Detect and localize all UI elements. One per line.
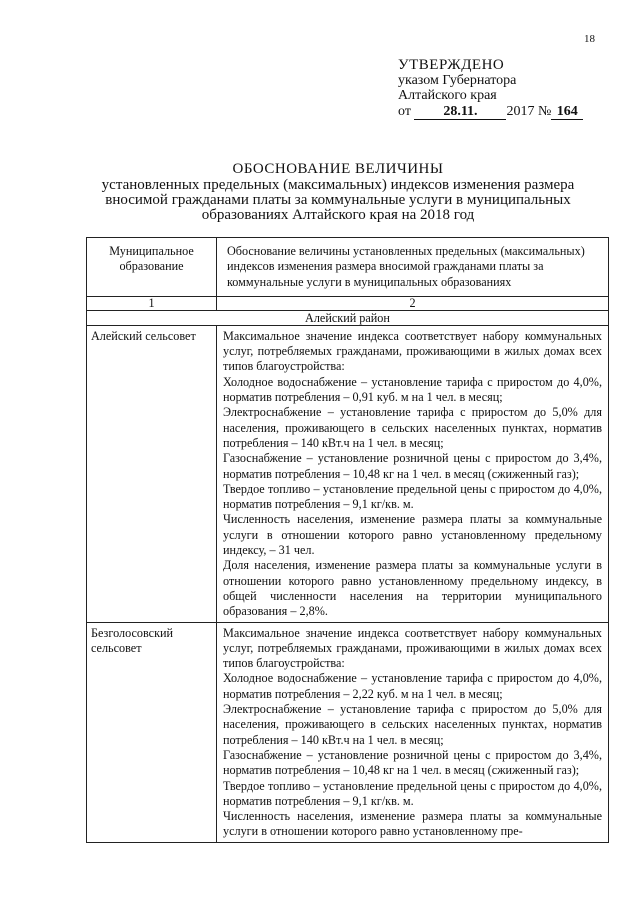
description-paragraph: Холодное водоснабжение – установление тарифа с приростом до 4,0%, норматив потребления – 2,22 куб. м на 1 чел. в месяц;	[223, 671, 602, 701]
decree-number: 164	[551, 104, 583, 120]
heading-subtitle: установленных предельных (максимальных) индексов изменения размера вносимой гражданами платы за коммунальные услуги в муниципальных образованиях Алтайского края на 2018 год	[101, 177, 575, 223]
municipality-description	[217, 325, 609, 622]
table-header-row	[87, 238, 609, 297]
description-paragraph: Численность населения, изменение размера платы за коммунальные услуги в отношении которого равно установленному пре-	[223, 809, 602, 839]
description-paragraph: Электроснабжение – установление тарифа с приростом до 5,0% для населения, проживающего в сельских населенных пунктах, норматив потребления – 140 кВт.ч на 1 чел. в месяц;	[223, 702, 602, 747]
approval-line-1: указом Губернатора	[398, 73, 517, 88]
table-number-row	[87, 296, 609, 310]
description-paragraph: Электроснабжение – установление тарифа с приростом до 5,0% для населения, проживающего в сельских населенных пунктах, норматив потребления – 140 кВт.ч на 1 чел. в месяц;	[223, 405, 602, 450]
description-paragraph: Численность населения, изменение размера платы за коммунальные услуги в отношении которого равно установленному предельному индексу, – 31 чел.	[223, 512, 602, 558]
description-paragraph: Твердое топливо – установление предельной цены с приростом до 4,0%, норматив потребления – 9,1 кг/кв. м.	[223, 778, 602, 808]
description-paragraph: Максимальное значение индекса соответствует набору коммунальных услуг, потребляемых гражданами, проживающими в жилых домах всех типов благоустройства:	[223, 328, 602, 374]
approval-line-2: Алтайского края	[398, 88, 497, 103]
district-name: Алейский район	[87, 310, 609, 325]
municipality-name: Алейский сельсовет	[87, 325, 217, 622]
col2-header: Обоснование величины установленных предельных (максимальных) индексов изменения размера вносимой гражданами платы за коммунальные услуги в муниципальных образованиях	[217, 238, 609, 297]
page-number: 18	[584, 33, 595, 45]
description-paragraph: Твердое топливо – установление предельной цены с приростом до 4,0%, норматив потребления – 9,1 кг/кв. м.	[223, 481, 602, 512]
date-prefix: от	[398, 104, 411, 119]
description-paragraph: Газоснабжение – установление розничной цены с приростом до 3,4%, норматив потребления – 10,48 кг на 1 чел. в месяц (сжиженный газ);	[223, 451, 602, 481]
approval-title: УТВЕРЖДЕНО	[398, 57, 505, 73]
indices-table	[86, 237, 609, 843]
col1-header: Муниципальное образование	[87, 238, 217, 297]
approval-stamp	[398, 58, 618, 120]
document-heading	[78, 162, 598, 223]
approval-date-line	[398, 104, 618, 120]
description-paragraph: Холодное водоснабжение – установление тарифа с приростом до 4,0%, норматив потребления – 0,91 куб. м на 1 чел. в месяц;	[223, 374, 602, 405]
table-row	[87, 325, 609, 622]
col2-number: 2	[217, 296, 609, 310]
description-paragraph: Доля населения, изменение размера платы за коммунальные услуги в отношении которого равно установленному предельному индексу, в общей численности населения на территории муниципального образования – 2,8%.	[223, 558, 602, 619]
date-day: 28.11.	[414, 104, 506, 120]
number-prefix: №	[537, 104, 552, 119]
municipality-name: Безголосовский сельсовет	[87, 622, 217, 842]
municipality-description	[217, 622, 609, 842]
description-paragraph: Газоснабжение – установление розничной цены с приростом до 3,4%, норматив потребления – 10,48 кг на 1 чел. в месяц (сжиженный газ);	[223, 747, 602, 778]
heading-title: ОБОСНОВАНИЕ ВЕЛИЧИНЫ	[232, 161, 444, 177]
date-year: 2017	[506, 104, 535, 119]
district-row	[87, 310, 609, 325]
description-paragraph: Максимальное значение индекса соответствует набору коммунальных услуг, потребляемых гражданами, проживающими в жилых домах всех типов благоустройства:	[223, 625, 602, 671]
table-row	[87, 622, 609, 842]
col1-number: 1	[87, 296, 217, 310]
